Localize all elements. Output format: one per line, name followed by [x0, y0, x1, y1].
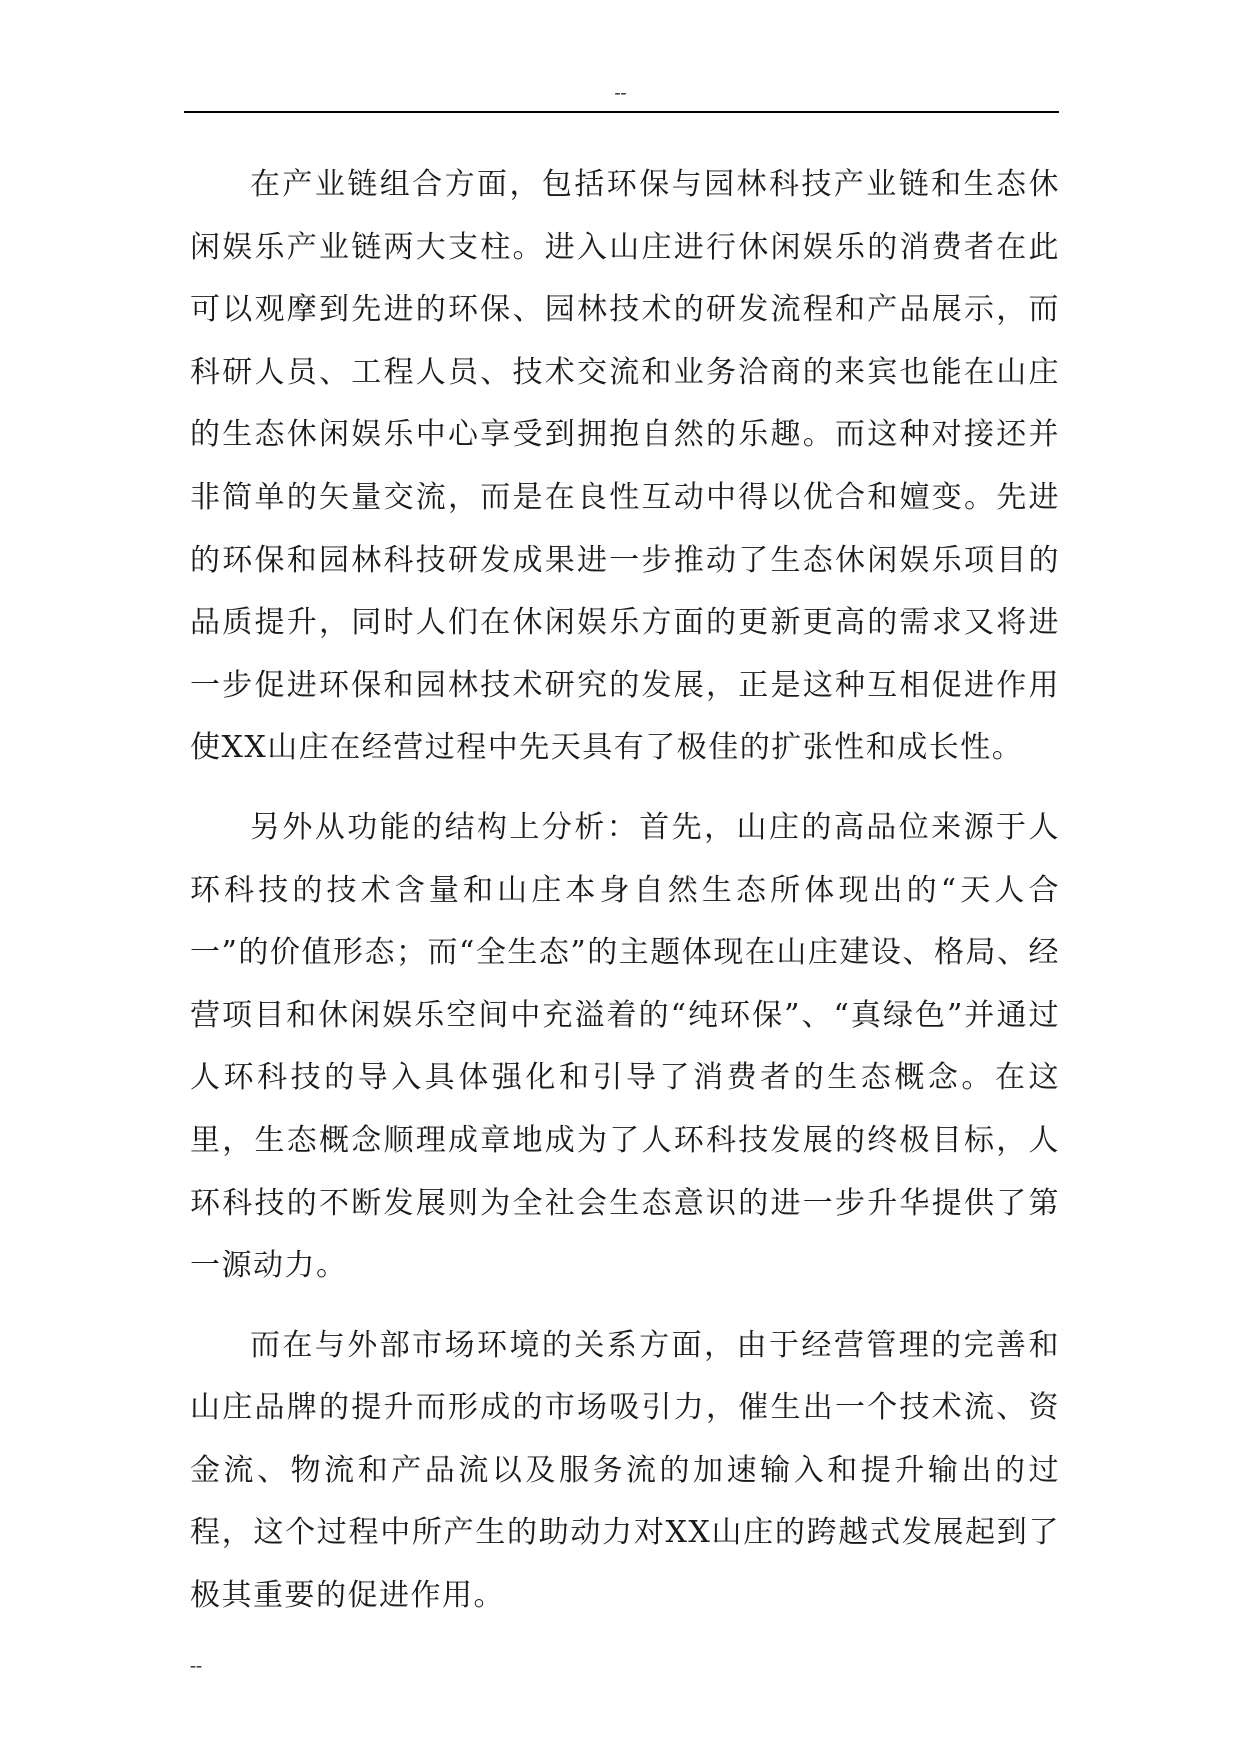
paragraph-function-structure: 另外从功能的结构上分析：首先，山庄的高品位来源于人环科技的技术含量和山庄本身自然生态所体现出的“天人合一”的价值形态；而“全生态”的主题体现在山庄建设、格局、经营项目和休闲娱乐空间中充溢着的“纯环保”、“真绿色”并通过人环科技的导入具体强化和引导了消费者的生态概念。在这里，生态概念顺理成章地成为了人环科技发展的终极目标，人环科技的不断发展则为全社会生态意识的进一步升华提供了第一源动力。	[190, 809, 1060, 1284]
footer-mark: --	[190, 1655, 202, 1675]
document-body	[190, 154, 1060, 1628]
paragraph-market-environment: 而在与外部市场环境的关系方面，由于经营管理的完善和山庄品牌的提升而形成的市场吸引力，催生出一个技术流、资金流、物流和产品流以及服务流的加速输入和提升输出的过程，这个过程中所产生的助动力对XX山庄的跨越式发展起到了极其重要的促进作用。	[190, 1327, 1060, 1614]
header-rule	[184, 111, 1059, 113]
paragraph-industry-chain: 在产业链组合方面，包括环保与园林科技产业链和生态休闲娱乐产业链两大支柱。进入山庄进行休闲娱乐的消费者在此可以观摩到先进的环保、园林技术的研发流程和产品展示，而科研人员、工程人员、技术交流和业务洽商的来宾也能在山庄的生态休闲娱乐中心享受到拥抱自然的乐趣。而这种对接还并非简单的矢量交流，而是在良性互动中得以优合和嬗变。先进的环保和园林科技研发成果进一步推动了生态休闲娱乐项目的品质提升，同时人们在休闲娱乐方面的更新更高的需求又将进一步促进环保和园林技术研究的发展，正是这种互相促进作用使XX山庄在经营过程中先天具有了极佳的扩张性和成长性。	[190, 167, 1060, 766]
header-mark: --	[614, 82, 627, 102]
